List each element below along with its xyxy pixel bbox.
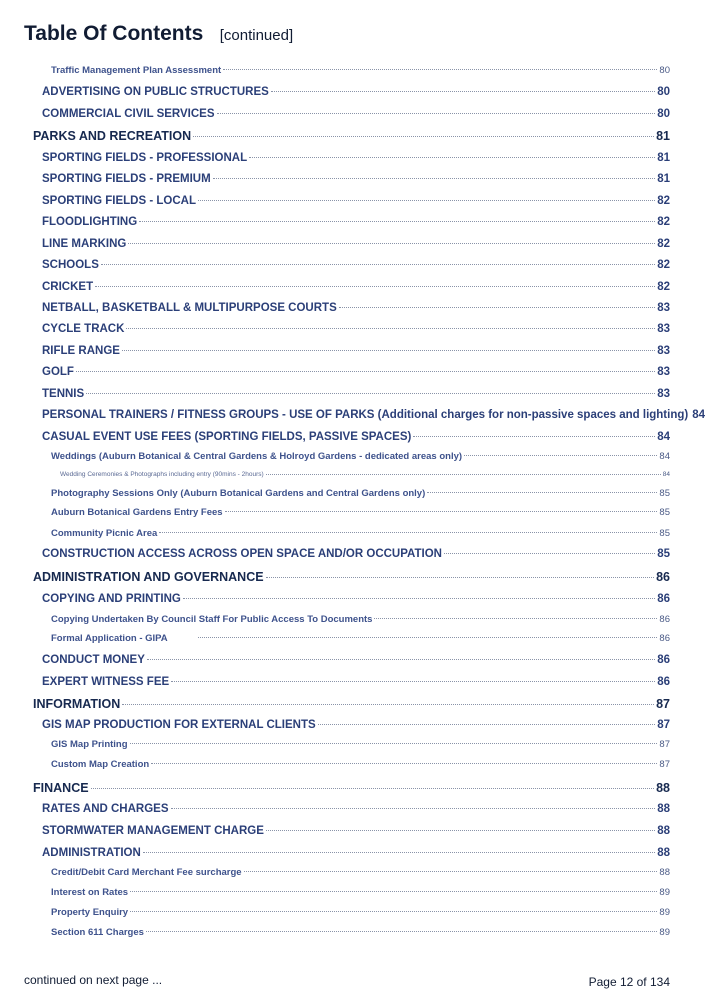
toc-entry[interactable] — [42, 319, 670, 335]
dot-leader — [266, 564, 655, 578]
toc-entry-label: INFORMATION — [33, 696, 121, 711]
toc-entry-page: 80 — [657, 107, 670, 120]
toc-entry-page: 81 — [656, 128, 670, 143]
toc-entry-label: Custom Map Creation — [51, 758, 150, 770]
toc-entry[interactable] — [42, 799, 670, 815]
toc-entry-label: RIFLE RANGE — [42, 344, 120, 357]
toc-entry-label: CRICKET — [42, 280, 94, 293]
toc-entry[interactable] — [51, 864, 670, 878]
dot-leader — [130, 901, 657, 912]
toc-entry[interactable] — [42, 715, 670, 731]
toc-entry-page: 83 — [657, 344, 670, 357]
toc-entry-label: SPORTING FIELDS - LOCAL — [42, 194, 196, 207]
toc-entry-label: Traffic Management Plan Assessment — [51, 64, 222, 76]
footer-page-number: Page 12 of 134 — [588, 975, 670, 989]
toc-entry[interactable] — [42, 104, 670, 120]
toc-entry-page: 87 — [657, 718, 670, 731]
dot-leader — [91, 775, 655, 789]
toc-entry-label: GOLF — [42, 365, 74, 378]
toc-entry[interactable] — [42, 212, 670, 228]
toc-entry-label: ADVERTISING ON PUBLIC STRUCTURES — [42, 85, 269, 98]
toc-entry-page: 85 — [659, 487, 670, 499]
toc-entry[interactable] — [51, 736, 670, 750]
toc-entry[interactable] — [42, 234, 670, 250]
toc-entry[interactable] — [42, 255, 670, 271]
toc-entry-page: 89 — [659, 906, 670, 918]
toc-entry-label: GIS Map Printing — [51, 738, 128, 750]
dot-leader — [213, 166, 656, 179]
dot-leader — [339, 295, 655, 308]
toc-entry[interactable] — [51, 62, 670, 76]
toc-entry-page: 84 — [659, 450, 670, 462]
toc-entry-page: 85 — [659, 527, 670, 539]
toc-entry-label: CONSTRUCTION ACCESS ACROSS OPEN SPACE AND/OR OCCUPATION — [42, 547, 442, 560]
toc-entry-page: 87 — [659, 758, 670, 770]
dot-leader — [249, 145, 655, 158]
dot-leader — [171, 796, 656, 809]
toc-entry-label: PERSONAL TRAINERS / FITNESS GROUPS - USE OF PARKS (Additional charges for non-passive spaces and lighting) — [42, 408, 689, 421]
dot-leader — [122, 338, 655, 351]
continued-label: [continued] — [219, 27, 294, 44]
toc-entry-page: 88 — [659, 866, 670, 878]
toc-entry-label: TENNIS — [42, 387, 85, 400]
toc-entry-label: COPYING AND PRINTING — [42, 592, 181, 605]
toc-entry-page: 82 — [657, 258, 670, 271]
dot-leader — [122, 691, 654, 705]
dot-leader — [130, 881, 657, 892]
toc-entry-page: 80 — [659, 64, 670, 76]
toc-entry-label: Copying Undertaken By Council Staff For Public Access To Documents — [51, 613, 373, 625]
toc-entry-page: 84 — [657, 430, 670, 443]
toc-entry-page: 88 — [656, 780, 670, 795]
toc-entry-label: Section 611 Charges — [51, 926, 144, 938]
toc-entry-page: 86 — [659, 632, 670, 644]
toc-entry[interactable] — [42, 169, 670, 185]
dot-leader — [427, 482, 657, 493]
dot-leader — [151, 753, 657, 764]
dot-leader — [126, 316, 655, 329]
toc-entry-label: STORMWATER MANAGEMENT CHARGE — [42, 824, 264, 837]
toc-entry-label: Community Picnic Area — [51, 527, 158, 539]
toc-entry[interactable] — [51, 630, 670, 644]
dot-leader — [444, 541, 655, 554]
toc-entry-page: 89 — [659, 926, 670, 938]
dot-leader — [318, 712, 656, 725]
dot-leader — [86, 381, 655, 394]
toc-entry[interactable] — [51, 448, 670, 462]
toc-entry-page: 86 — [659, 613, 670, 625]
toc-entry[interactable] — [42, 821, 670, 837]
page-title-block — [24, 22, 293, 46]
footer-continued: continued on next page ... — [24, 973, 163, 987]
toc-entry[interactable] — [33, 567, 670, 584]
toc-entry-label: Credit/Debit Card Merchant Fee surcharge — [51, 866, 242, 878]
toc-entry[interactable] — [51, 504, 670, 518]
dot-leader — [266, 467, 661, 475]
dot-leader — [183, 586, 655, 599]
toc-entry[interactable] — [42, 191, 670, 207]
toc-entry-label: CONDUCT MONEY — [42, 653, 145, 666]
toc-entry-label: Property Enquiry — [51, 906, 129, 918]
dot-leader — [128, 231, 655, 244]
toc-entry-label: ADMINISTRATION — [42, 846, 141, 859]
toc-entry[interactable] — [42, 82, 670, 98]
dot-leader — [374, 608, 657, 619]
toc-entry[interactable] — [42, 589, 670, 605]
toc-entry[interactable] — [51, 904, 670, 918]
toc-entry-page: 86 — [656, 569, 670, 584]
dot-leader — [143, 840, 655, 853]
toc-entry[interactable] — [42, 843, 670, 859]
toc-entry-label: Wedding Ceremonies & Photographs including entry (90mins - 2hours) — [60, 470, 264, 478]
toc-entry[interactable] — [42, 298, 670, 314]
toc-entry-label: NETBALL, BASKETBALL & MULTIPURPOSE COURTS — [42, 301, 337, 314]
dot-leader — [76, 359, 655, 372]
toc-entry-page: 83 — [657, 387, 670, 400]
toc-entry-page: 87 — [659, 738, 670, 750]
dot-leader — [95, 274, 655, 287]
toc-entry[interactable] — [33, 778, 670, 795]
toc-entry-label: Interest on Rates — [51, 886, 129, 898]
toc-entry-page: 80 — [657, 85, 670, 98]
toc-entry[interactable] — [60, 468, 670, 478]
toc-entry-label: PARKS AND RECREATION — [33, 128, 192, 143]
toc-entry-label: SCHOOLS — [42, 258, 99, 271]
toc-entry-label: ADMINISTRATION AND GOVERNANCE — [33, 569, 264, 584]
toc-entry-label: Photography Sessions Only (Auburn Botanical Gardens and Central Gardens only) — [51, 487, 426, 499]
toc-entry-page: 81 — [657, 151, 670, 164]
toc-entry-page: 88 — [657, 824, 670, 837]
toc-entry-label: LINE MARKING — [42, 237, 127, 250]
toc-entry-page: 83 — [657, 301, 670, 314]
toc-entry[interactable] — [42, 384, 670, 400]
dot-leader — [244, 861, 658, 872]
dot-leader — [266, 818, 655, 831]
toc-entry[interactable] — [33, 694, 670, 711]
toc-entry[interactable] — [51, 756, 670, 770]
dot-leader — [413, 424, 655, 437]
dot-leader — [225, 501, 658, 512]
toc-entry-label: SPORTING FIELDS - PROFESSIONAL — [42, 151, 248, 164]
toc-entry-page: 87 — [656, 696, 670, 711]
toc-entry-page: 82 — [657, 215, 670, 228]
toc-entry-page: 88 — [657, 802, 670, 815]
toc-entry-label: EXPERT WITNESS FEE — [42, 675, 170, 688]
toc-entry-label: Formal Application - GIPA — [51, 632, 168, 644]
dot-leader — [217, 101, 656, 114]
toc-entry-page: 85 — [657, 547, 670, 560]
toc-entry[interactable] — [42, 341, 670, 357]
toc-entry[interactable] — [42, 650, 670, 666]
toc-entry-page: 82 — [657, 280, 670, 293]
toc-entry-label: RATES AND CHARGES — [42, 802, 169, 815]
toc-entry-label: FLOODLIGHTING — [42, 215, 138, 228]
toc-entry[interactable] — [42, 362, 670, 378]
toc-entry[interactable] — [33, 126, 670, 143]
toc-entry[interactable] — [42, 148, 670, 164]
dot-leader — [101, 252, 655, 265]
toc-entry-page: 82 — [657, 194, 670, 207]
toc-entry[interactable] — [42, 672, 670, 688]
toc-entry-label: Weddings (Auburn Botanical & Central Gardens & Holroyd Gardens - dedicated areas only) — [51, 450, 463, 462]
toc-entry-page: 84 — [662, 470, 670, 478]
toc-entry-page: 83 — [657, 322, 670, 335]
dot-leader — [193, 123, 654, 137]
toc-entry-page: 86 — [657, 653, 670, 666]
dot-leader — [198, 188, 655, 201]
page-title: Table Of Contents — [24, 22, 204, 45]
toc-entry-page: 88 — [657, 846, 670, 859]
toc-entry-page: 81 — [657, 172, 670, 185]
toc-entry-label: SPORTING FIELDS - PREMIUM — [42, 172, 211, 185]
toc-entry-page: 89 — [659, 886, 670, 898]
toc-entry[interactable] — [51, 611, 670, 625]
dot-leader — [130, 733, 658, 744]
toc-entry-page: 84 — [692, 408, 705, 421]
toc-entry-label: GIS MAP PRODUCTION FOR EXTERNAL CLIENTS — [42, 718, 316, 731]
dot-leader — [464, 445, 657, 456]
dot-leader — [139, 209, 655, 222]
toc-entry-label: FINANCE — [33, 780, 89, 795]
toc-entry[interactable] — [42, 544, 670, 560]
dot-leader — [271, 79, 655, 92]
toc-entry[interactable] — [42, 405, 705, 421]
dot-leader — [147, 647, 655, 660]
toc-entry[interactable] — [42, 427, 670, 443]
toc-entry-page: 82 — [657, 237, 670, 250]
dot-leader — [146, 921, 657, 932]
toc-entry-label: CYCLE TRACK — [42, 322, 125, 335]
toc-entry-page: 83 — [657, 365, 670, 378]
dot-leader — [198, 627, 658, 638]
toc-entry-label: Auburn Botanical Gardens Entry Fees — [51, 506, 223, 518]
toc-entry-label: COMMERCIAL CIVIL SERVICES — [42, 107, 215, 120]
toc-entry[interactable] — [42, 277, 670, 293]
dot-leader — [159, 522, 657, 533]
toc-entry[interactable] — [51, 924, 670, 938]
dot-leader — [223, 59, 657, 70]
toc-entry-page: 86 — [657, 592, 670, 605]
toc-entry-label: CASUAL EVENT USE FEES (SPORTING FIELDS, PASSIVE SPACES) — [42, 430, 412, 443]
toc-entry[interactable] — [51, 884, 670, 898]
toc-entry-page: 85 — [659, 506, 670, 518]
dot-leader — [171, 669, 655, 682]
toc-entry-page: 86 — [657, 675, 670, 688]
toc-entry[interactable] — [51, 485, 670, 499]
toc-entry[interactable] — [51, 525, 670, 539]
